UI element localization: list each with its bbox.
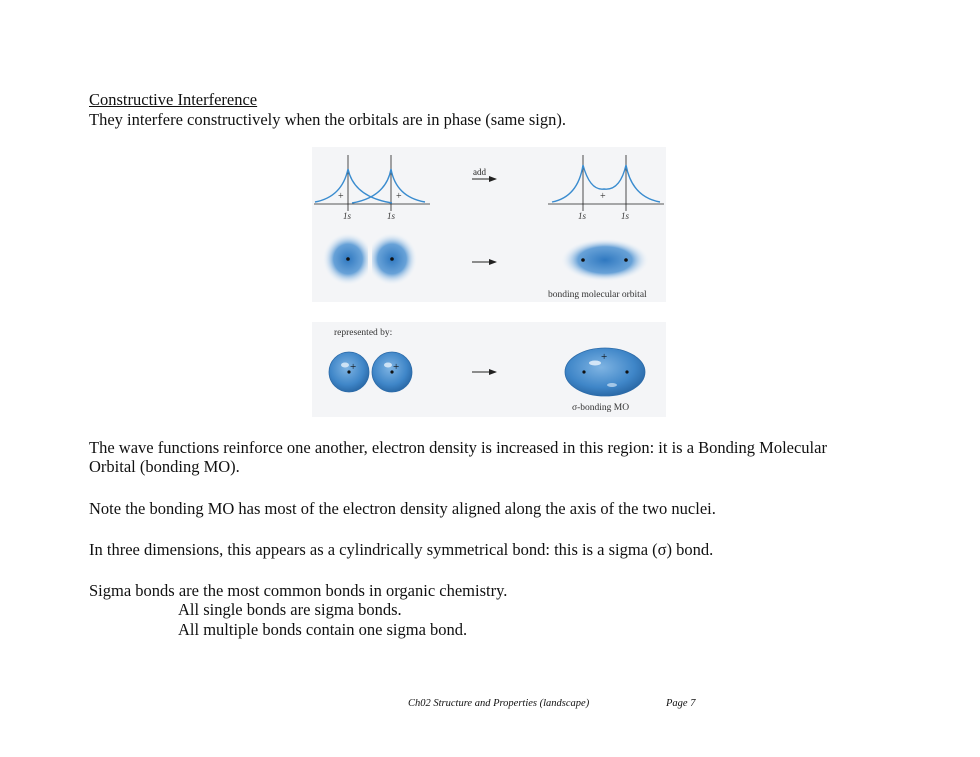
separate-1s-orbitals bbox=[322, 231, 418, 287]
label-1s-right-1: 1s bbox=[578, 211, 587, 221]
bullet-multiple-bonds: All multiple bonds contain one sigma bond. bbox=[178, 620, 468, 639]
label-1s-right-2: 1s bbox=[621, 211, 630, 221]
label-1s-left-2: 1s bbox=[387, 211, 396, 221]
plus-sign-right: + bbox=[600, 191, 606, 202]
plus-sign-left-2: + bbox=[396, 191, 402, 202]
paragraph-2: Note the bonding MO has most of the electron density aligned along the axis of the two nuclei. bbox=[89, 499, 716, 518]
plus-sign-sigma: + bbox=[601, 351, 608, 363]
label-1s-left-1: 1s bbox=[343, 211, 352, 221]
add-label: add bbox=[473, 167, 486, 177]
orbital-figure bbox=[312, 147, 666, 417]
paragraph-3: In three dimensions, this appears as a cylindrically symmetrical bond: this is a sigma (σ) bond. bbox=[89, 540, 714, 559]
represented-by-label: represented by: bbox=[334, 328, 393, 338]
plus-sign-left-1: + bbox=[338, 191, 344, 202]
sigma-caption: σ-bonding MO bbox=[572, 403, 630, 413]
orbital-figure-svg bbox=[312, 147, 666, 417]
section-heading: Constructive Interference bbox=[89, 90, 258, 109]
bonding-molecular-orbital bbox=[560, 238, 650, 282]
intro-text: They interfere constructively when the orbitals are in phase (same sign). bbox=[89, 110, 566, 129]
bullet-single-bonds: All single bonds are sigma bonds. bbox=[178, 600, 402, 619]
paragraph-1-line-2: Orbital (bonding MO). bbox=[89, 457, 240, 476]
paragraph-1-line-1: The wave functions reinforce one another, electron density is increased in this region: it is a Bonding Molecular bbox=[89, 438, 827, 457]
plus-sign-solid-1: + bbox=[350, 361, 357, 373]
paragraph-4: Sigma bonds are the most common bonds in organic chemistry. bbox=[89, 581, 508, 600]
plus-sign-solid-2: + bbox=[393, 361, 400, 373]
footer-chapter: Ch02 Structure and Properties (landscape) bbox=[408, 698, 590, 709]
sigma-bonding-orbital bbox=[565, 348, 645, 396]
footer-page-number: Page 7 bbox=[666, 698, 696, 709]
bonding-caption: bonding molecular orbital bbox=[548, 290, 647, 300]
